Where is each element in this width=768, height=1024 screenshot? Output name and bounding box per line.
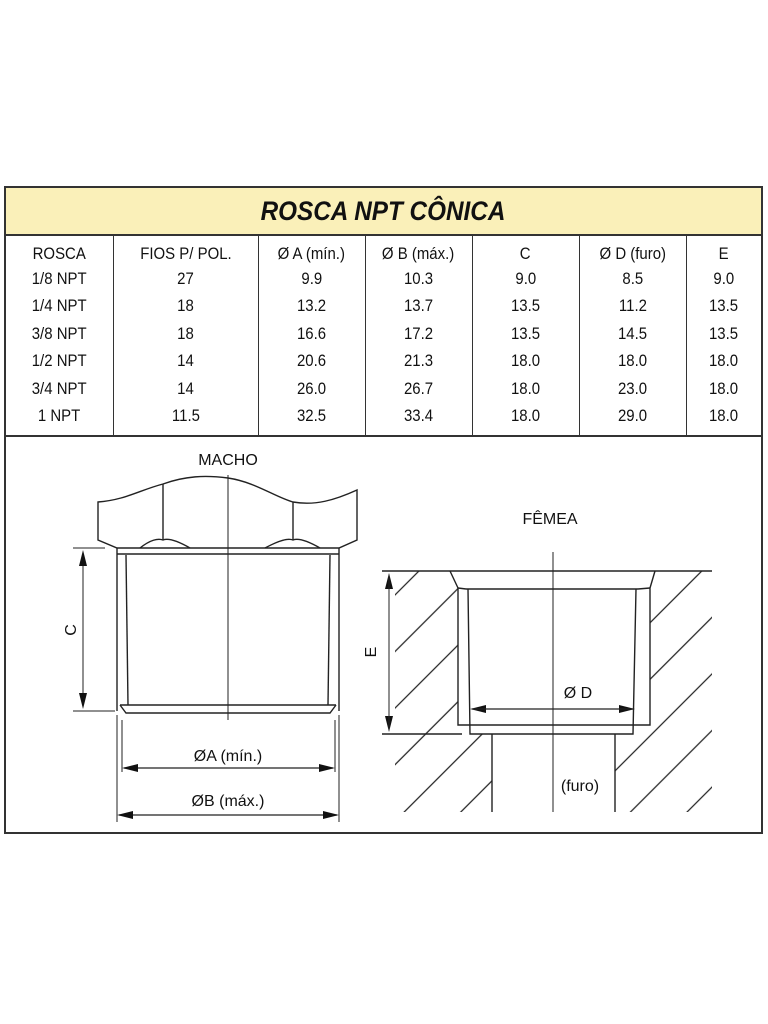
table-cell: 11.2 [579, 293, 686, 320]
table-cell: 18.0 [686, 403, 761, 436]
table-cell: 3/8 NPT [31, 323, 87, 343]
table-cell: 17.2 [365, 321, 472, 348]
col-header: FIOS P/ POL. [113, 236, 258, 266]
table-cell: 1 NPT [38, 406, 81, 426]
table-cell: 9.0 [686, 266, 761, 293]
table-cell: 13.7 [365, 293, 472, 320]
table-cell: 13.5 [472, 321, 579, 348]
furo-label: (furo) [560, 778, 600, 795]
table-cell: 13.2 [258, 293, 365, 320]
table-cell: 20.6 [258, 348, 365, 375]
table-cell: 1/2 NPT [31, 351, 87, 371]
col-header: Ø D (furo) [579, 236, 686, 266]
femea-label: FÊMEA [522, 511, 578, 528]
col-header: ROSCA [32, 244, 86, 263]
table-cell: 14.5 [579, 321, 686, 348]
col-header: Ø A (mín.) [258, 236, 365, 266]
page-title: ROSCA NPT CÔNICA [261, 196, 506, 226]
table-cell: 18.0 [472, 376, 579, 403]
dim-e-label: E [363, 646, 380, 658]
dim-b-label: ØB (máx.) [191, 793, 265, 810]
table-cell: 29.0 [579, 403, 686, 436]
table-cell: 18 [113, 321, 258, 348]
table-cell: 13.5 [686, 293, 761, 320]
table-cell: 8.5 [579, 266, 686, 293]
table-cell: 18.0 [472, 348, 579, 375]
female-fitting-drawing [382, 552, 712, 812]
table-cell: 13.5 [472, 293, 579, 320]
table-cell: 14 [113, 376, 258, 403]
dim-d-label: Ø D [563, 685, 593, 702]
table-cell: 27 [113, 266, 258, 293]
table-cell: 26.0 [258, 376, 365, 403]
dimension-arrowheads [79, 550, 635, 819]
macho-label: MACHO [198, 452, 258, 469]
table-cell: 1/8 NPT [31, 269, 87, 288]
col-header: C [472, 236, 579, 266]
table-cell: 18.0 [686, 348, 761, 375]
table-cell: 18.0 [579, 348, 686, 375]
table-cell: 21.3 [365, 348, 472, 375]
table-cell: 33.4 [365, 403, 472, 436]
table-cell: 3/4 NPT [31, 378, 87, 398]
table-cell: 9.0 [472, 266, 579, 293]
table-cell: 18.0 [472, 403, 579, 436]
col-header: Ø B (máx.) [365, 236, 472, 266]
table-cell: 9.9 [258, 266, 365, 293]
table-cell: 26.7 [365, 376, 472, 403]
table-cell: 23.0 [579, 376, 686, 403]
table-cell: 16.6 [258, 321, 365, 348]
dim-c-label: C [63, 624, 80, 636]
table-cell: 14 [113, 348, 258, 375]
dim-a-label: ØA (mín.) [193, 748, 263, 765]
male-fitting-drawing [73, 475, 357, 822]
table-cell: 18 [113, 293, 258, 320]
table-cell: 1/4 NPT [31, 296, 87, 316]
col-header: E [686, 236, 761, 266]
table-cell: 11.5 [113, 403, 258, 436]
table-cell: 10.3 [365, 266, 472, 293]
table-cell: 32.5 [258, 403, 365, 436]
table-cell: 13.5 [686, 321, 761, 348]
table-cell: 18.0 [686, 376, 761, 403]
